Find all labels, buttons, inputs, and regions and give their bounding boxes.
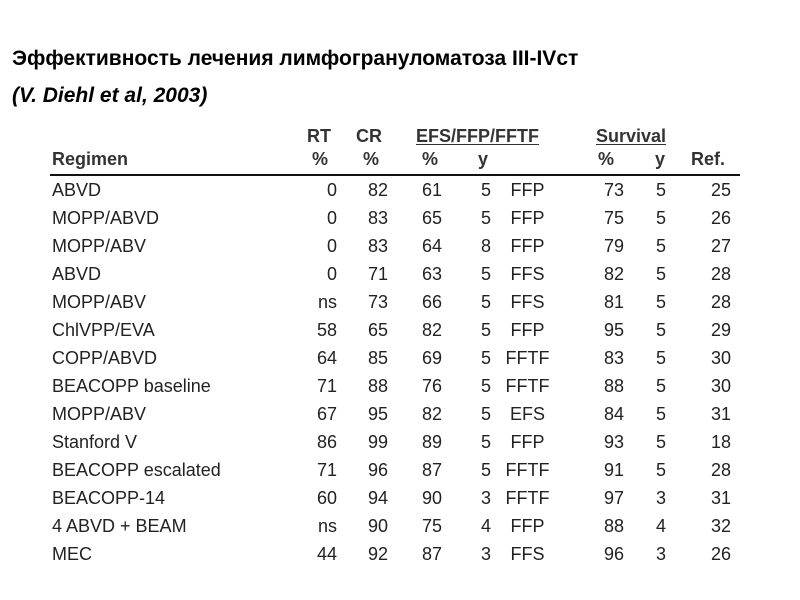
table-row xyxy=(50,400,740,428)
cell-efs-years: 5 xyxy=(480,292,491,312)
cell-survival: 82 xyxy=(603,264,624,284)
cell-cr: 92 xyxy=(367,544,388,564)
cell-efs: 89 xyxy=(421,432,442,452)
header-survival-group: Survival xyxy=(596,126,667,146)
cell-survival-years: 5 xyxy=(655,236,666,256)
cell-cr: 82 xyxy=(367,180,388,200)
cell-endpoint: FFTF xyxy=(505,348,550,368)
cell-rt: 64 xyxy=(316,348,337,368)
header-efs-pct: % xyxy=(422,149,439,169)
cell-rt: 58 xyxy=(316,320,337,340)
table-row xyxy=(50,232,740,260)
table-row xyxy=(50,484,740,512)
cell-ref: 29 xyxy=(710,320,731,340)
cell-efs-years: 3 xyxy=(480,488,491,508)
cell-survival: 95 xyxy=(603,320,624,340)
cell-efs: 87 xyxy=(421,460,442,480)
cell-efs-years: 5 xyxy=(480,180,491,200)
cell-efs: 64 xyxy=(421,236,442,256)
cell-rt: 86 xyxy=(316,432,337,452)
cell-efs-years: 5 xyxy=(480,320,491,340)
table-row xyxy=(50,204,740,232)
cell-cr: 88 xyxy=(367,376,388,396)
cell-regimen: 4 ABVD + BEAM xyxy=(52,516,187,536)
table-row xyxy=(50,288,740,316)
table-row xyxy=(50,260,740,288)
table-row xyxy=(50,176,740,204)
cell-survival-years: 5 xyxy=(655,348,666,368)
cell-regimen: COPP/ABVD xyxy=(52,348,158,368)
cell-cr: 95 xyxy=(367,404,388,424)
cell-efs: 87 xyxy=(421,544,442,564)
cell-cr: 85 xyxy=(367,348,388,368)
cell-rt: ns xyxy=(317,292,337,312)
cell-ref: 26 xyxy=(710,544,731,564)
cell-rt: 71 xyxy=(316,376,337,396)
cell-endpoint: FFP xyxy=(510,432,545,452)
cell-ref: 32 xyxy=(710,516,731,536)
cell-endpoint: FFP xyxy=(510,180,545,200)
header-rt-pct: % xyxy=(312,149,329,169)
cell-efs: 66 xyxy=(421,292,442,312)
cell-ref: 31 xyxy=(710,404,731,424)
cell-cr: 94 xyxy=(367,488,388,508)
cell-rt: 0 xyxy=(326,236,337,256)
cell-survival-years: 5 xyxy=(655,292,666,312)
cell-survival: 83 xyxy=(603,348,624,368)
cell-efs: 63 xyxy=(421,264,442,284)
table-row xyxy=(50,316,740,344)
cell-regimen: ChlVPP/EVA xyxy=(52,320,155,340)
header-rt: RT xyxy=(307,126,331,146)
slide-title xyxy=(12,40,792,114)
cell-cr: 96 xyxy=(367,460,388,480)
cell-cr: 83 xyxy=(367,208,388,228)
cell-regimen: BEACOPP escalated xyxy=(52,460,221,480)
cell-regimen: BEACOPP baseline xyxy=(52,376,211,396)
cell-endpoint: FFP xyxy=(510,516,545,536)
cell-ref: 28 xyxy=(710,460,731,480)
header-cr: CR xyxy=(356,126,382,146)
cell-cr: 90 xyxy=(367,516,388,536)
cell-efs-years: 5 xyxy=(480,264,491,284)
cell-survival-years: 5 xyxy=(655,180,666,200)
cell-survival: 84 xyxy=(603,404,624,424)
cell-ref: 18 xyxy=(710,432,731,452)
cell-efs-years: 8 xyxy=(480,236,491,256)
cell-endpoint: FFTF xyxy=(505,488,550,508)
cell-rt: 67 xyxy=(316,404,337,424)
cell-endpoint: FFP xyxy=(510,236,545,256)
cell-survival: 81 xyxy=(603,292,624,312)
cell-regimen: BEACOPP-14 xyxy=(52,488,166,508)
cell-endpoint: FFP xyxy=(510,320,545,340)
cell-endpoint: FFS xyxy=(510,264,545,284)
table-row xyxy=(50,512,740,540)
cell-survival: 97 xyxy=(603,488,624,508)
cell-survival-years: 5 xyxy=(655,404,666,424)
cell-survival-years: 4 xyxy=(655,516,666,536)
cell-regimen: MOPP/ABVD xyxy=(52,208,160,228)
table-row xyxy=(50,372,740,400)
cell-efs-years: 5 xyxy=(480,376,491,396)
cell-efs-years: 5 xyxy=(480,208,491,228)
cell-efs: 75 xyxy=(421,516,442,536)
cell-ref: 28 xyxy=(710,292,731,312)
cell-cr: 65 xyxy=(367,320,388,340)
header-survival-y: y xyxy=(655,149,666,169)
cell-survival: 88 xyxy=(603,376,624,396)
cell-regimen: MOPP/ABV xyxy=(52,236,147,256)
cell-survival: 79 xyxy=(603,236,624,256)
cell-survival: 91 xyxy=(603,460,624,480)
cell-efs-years: 3 xyxy=(480,544,491,564)
cell-rt: 0 xyxy=(326,180,337,200)
cell-survival-years: 5 xyxy=(655,320,666,340)
cell-efs: 61 xyxy=(421,180,442,200)
cell-survival: 75 xyxy=(603,208,624,228)
cell-efs-years: 5 xyxy=(480,348,491,368)
cell-ref: 26 xyxy=(710,208,731,228)
cell-ref: 28 xyxy=(710,264,731,284)
cell-cr: 99 xyxy=(367,432,388,452)
header-regimen: Regimen xyxy=(52,149,129,169)
cell-survival: 88 xyxy=(603,516,624,536)
cell-survival: 73 xyxy=(603,180,624,200)
cell-rt: 60 xyxy=(316,488,337,508)
cell-rt: 71 xyxy=(316,460,337,480)
cell-rt: ns xyxy=(317,516,337,536)
cell-efs: 82 xyxy=(421,404,442,424)
cell-endpoint: FFTF xyxy=(505,460,550,480)
header-ref: Ref. xyxy=(691,149,726,169)
cell-survival-years: 5 xyxy=(655,432,666,452)
cell-survival-years: 3 xyxy=(655,488,666,508)
cell-rt: 0 xyxy=(326,208,337,228)
table-row xyxy=(50,456,740,484)
cell-endpoint: FFS xyxy=(510,292,545,312)
cell-survival-years: 5 xyxy=(655,460,666,480)
cell-survival-years: 5 xyxy=(655,208,666,228)
header-cr-pct: % xyxy=(363,149,380,169)
header-efs-y: y xyxy=(478,149,489,169)
cell-survival: 93 xyxy=(603,432,624,452)
cell-survival-years: 5 xyxy=(655,376,666,396)
cell-efs-years: 5 xyxy=(480,432,491,452)
header-efs-group: EFS/FFP/FFTF xyxy=(416,126,539,146)
table-row xyxy=(50,344,740,372)
cell-ref: 30 xyxy=(710,348,731,368)
cell-efs-years: 5 xyxy=(480,404,491,424)
cell-ref: 31 xyxy=(710,488,731,508)
cell-ref: 27 xyxy=(710,236,731,256)
cell-ref: 30 xyxy=(710,376,731,396)
cell-regimen: MOPP/ABV xyxy=(52,404,147,424)
cell-cr: 71 xyxy=(367,264,388,284)
cell-regimen: ABVD xyxy=(52,264,102,284)
cell-survival-years: 3 xyxy=(655,544,666,564)
cell-efs: 69 xyxy=(421,348,442,368)
cell-regimen: ABVD xyxy=(52,180,102,200)
cell-efs: 76 xyxy=(421,376,442,396)
cell-regimen: Stanford V xyxy=(52,432,138,452)
cell-survival-years: 5 xyxy=(655,264,666,284)
cell-cr: 73 xyxy=(367,292,388,312)
cell-endpoint: FFTF xyxy=(505,376,550,396)
cell-survival: 96 xyxy=(603,544,624,564)
cell-endpoint: EFS xyxy=(509,404,545,424)
table-body xyxy=(50,176,740,568)
cell-regimen: MEC xyxy=(52,544,92,564)
cell-regimen: MOPP/ABV xyxy=(52,292,147,312)
table-row xyxy=(50,540,740,568)
cell-efs: 90 xyxy=(421,488,442,508)
title-line-2: (V. Diehl et al, 2003) xyxy=(12,84,208,107)
cell-ref: 25 xyxy=(710,180,731,200)
cell-endpoint: FFS xyxy=(510,544,545,564)
cell-efs-years: 5 xyxy=(480,460,491,480)
cell-cr: 83 xyxy=(367,236,388,256)
cell-efs: 65 xyxy=(421,208,442,228)
title-line-1: Эффективность лечения лимфогрануломатоза III-IVст xyxy=(12,47,579,70)
header-survival-pct: % xyxy=(598,149,615,169)
table-row xyxy=(50,428,740,456)
cell-efs: 82 xyxy=(421,320,442,340)
cell-efs-years: 4 xyxy=(480,516,491,536)
cell-rt: 44 xyxy=(316,544,337,564)
cell-endpoint: FFP xyxy=(510,208,545,228)
cell-rt: 0 xyxy=(326,264,337,284)
